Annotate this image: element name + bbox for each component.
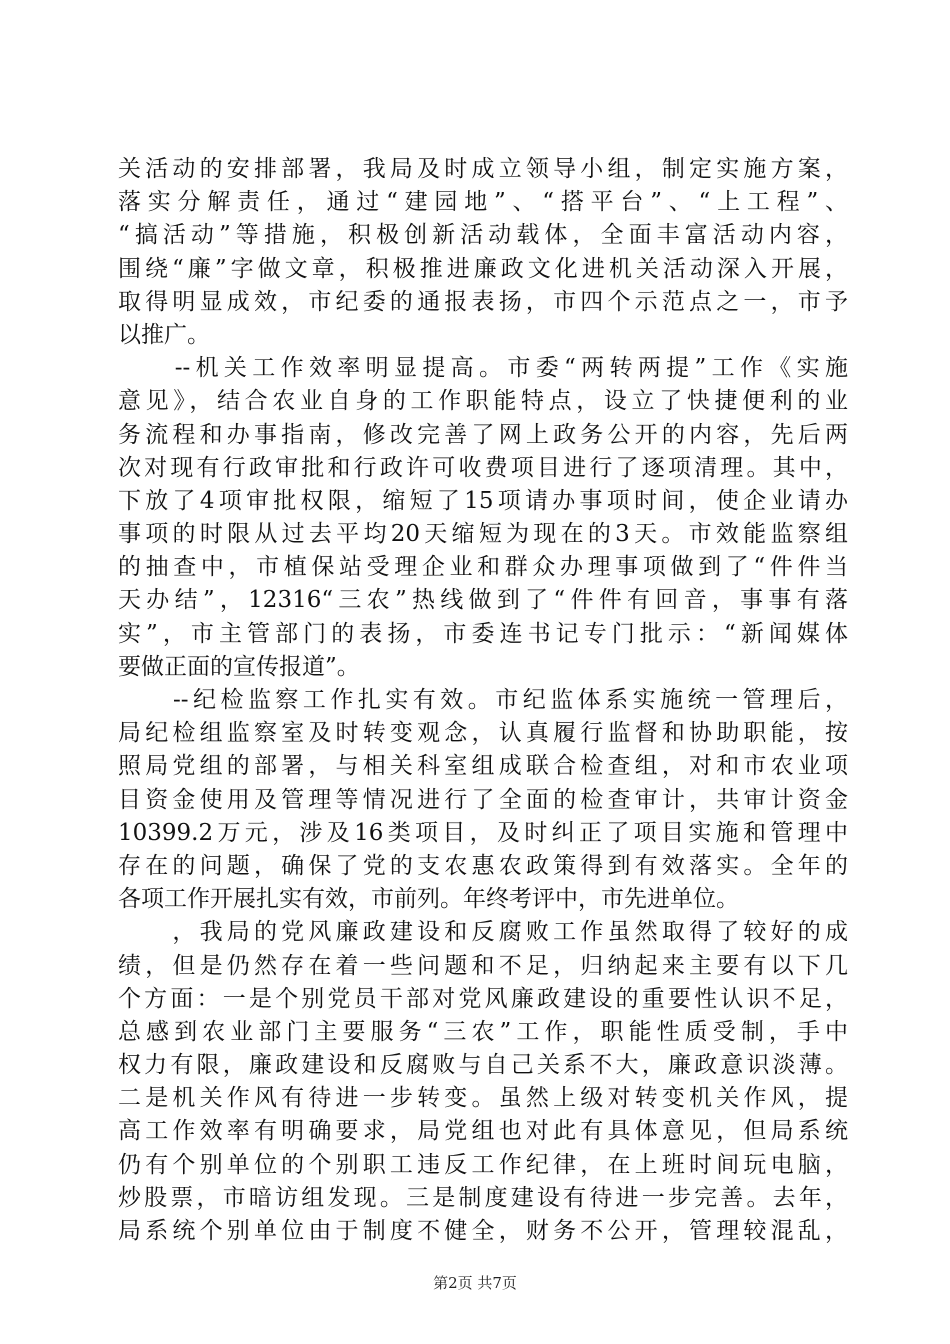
text-line: 高工作效率有明确要求，局党组也对此有具体意见，但局系统 xyxy=(118,1118,848,1145)
text-line: 取得明显成效，市纪委的通报表扬，市四个示范点之一，市予 xyxy=(118,288,848,315)
text-line: --纪检监察工作扎实有效。市纪监体系实施统一管理后， xyxy=(118,687,848,713)
text-line: 存在的问题，确保了党的支农惠农政策得到有效落实。全年的 xyxy=(118,852,848,879)
text-line: 仍有个别单位的个别职工违反工作纪律，在上班时间玩电脑， xyxy=(118,1151,848,1178)
text-line: 务流程和办事指南，修改完善了网上政务公开的内容，先后两 xyxy=(118,421,848,448)
text-line: 个方面：一是个别党员干部对党风廉政建设的重要性认识不足， xyxy=(118,985,848,1012)
text-line: 关活动的安排部署，我局及时成立领导小组，制定实施方案， xyxy=(118,156,848,182)
text-line: 次对现有行政审批和行政许可收费项目进行了逐项清理。其中， xyxy=(118,454,848,481)
text-line: 炒股票，市暗访组发现。三是制度建设有待进一步完善。去年， xyxy=(118,1184,848,1211)
text-line: 围绕“廉”字做文章，积极推进廉政文化进机关活动深入开展， xyxy=(118,255,848,282)
text-line: 局系统个别单位由于制度不健全，财务不公开，管理较混乱， xyxy=(118,1218,848,1244)
text-line: 照局党组的部署，与相关科室组成联合检查组，对和市农业项 xyxy=(118,753,848,780)
text-line: “搞活动”等措施，积极创新活动载体，全面丰富活动内容， xyxy=(118,222,848,249)
text-line: 实”，市主管部门的表扬，市委连书记专门批示：“新闻媒体 xyxy=(118,620,848,647)
text-line: 各项工作开展扎实有效，市前列。年终考评中，市先进单位。 xyxy=(118,886,739,913)
text-line: 权力有限，廉政建设和反腐败与自己关系不大，廉政意识淡薄。 xyxy=(118,1052,848,1079)
text-line: 要做正面的宣传报道”。 xyxy=(118,653,360,680)
text-line: 的抽查中，市植保站受理企业和群众办理事项做到了“件件当 xyxy=(118,554,848,581)
text-line: 意见》，结合农业自身的工作职能特点，设立了快捷便利的业 xyxy=(118,388,848,415)
text-line: 绩，但是仍然存在着一些问题和不足，归纳起来主要有以下几 xyxy=(118,952,848,979)
page-number-footer: 第2页 共7页 xyxy=(433,1274,517,1292)
text-line: 以推广。 xyxy=(118,321,210,348)
text-line: 天办结”，12316“三农”热线做到了“件件有回音，事事有落 xyxy=(118,587,848,614)
text-line: 事项的时限从过去平均20天缩短为现在的3天。市效能监察组 xyxy=(118,521,848,548)
text-line: 局纪检组监察室及时转变观念，认真履行监督和协助职能，按 xyxy=(118,720,848,747)
text-line: ，我局的党风廉政建设和反腐败工作虽然取得了较好的成 xyxy=(118,919,848,946)
text-line: 目资金使用及管理等情况进行了全面的检查审计，共审计资金 xyxy=(118,786,848,813)
document-body xyxy=(118,153,848,1248)
text-line: 总感到农业部门主要服务“三农”工作，职能性质受制，手中 xyxy=(118,1018,848,1045)
text-line: 二是机关作风有待进一步转变。虽然上级对转变机关作风，提 xyxy=(118,1085,848,1112)
text-line: 落实分解责任，通过“建园地”、“搭平台”、“上工程”、 xyxy=(118,189,848,216)
text-line: 下放了4项审批权限，缩短了15项请办事项时间，使企业请办 xyxy=(118,487,848,514)
text-line: 10399.2万元，涉及16类项目，及时纠正了项目实施和管理中 xyxy=(118,819,848,846)
text-line: --机关工作效率明显提高。市委“两转两提”工作《实施 xyxy=(118,355,848,382)
